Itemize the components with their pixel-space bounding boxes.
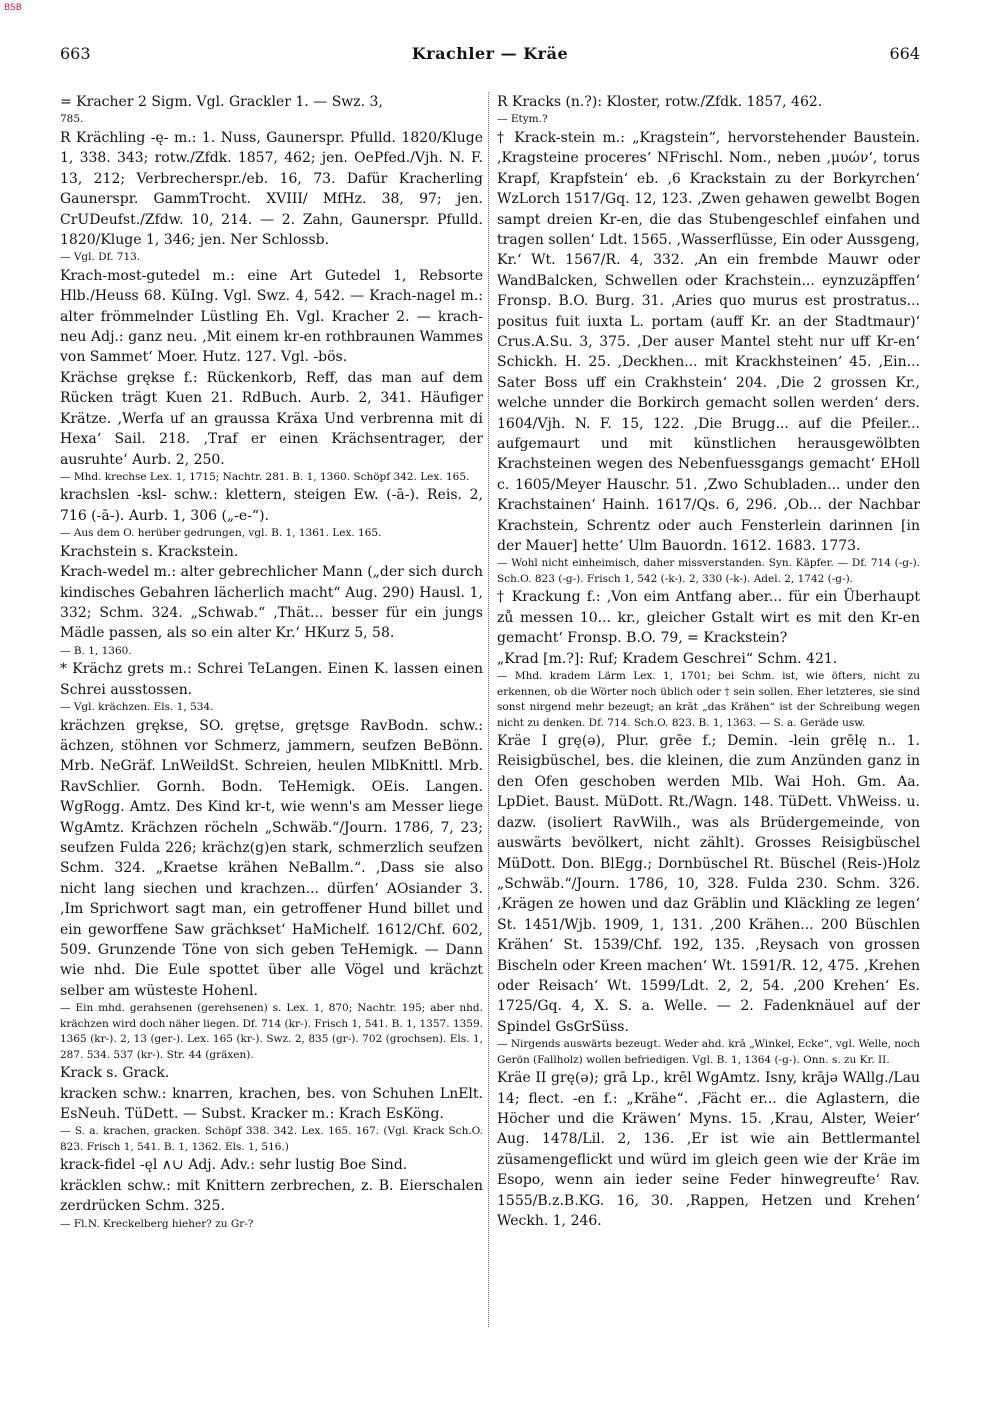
etymology-note: — Ein mhd. gerahsenen (gerehsenen) s. Lex. 1, 870; Nachtr. 195; aber nhd. krächzen wird doch näher liegen. Df. 714 (kr-). Frisch 1, 541. B. 1, 1357. 1359. 1365 (kr-). 2, 13 (ger-). Lex. 165 (kr-). Swz. 2, 835 (gr-). 702 (grochsen). Els. 1, 287. 534. 537 (kr-). Str. 44 (gräxen). bbox=[60, 1002, 483, 1061]
dictionary-entry: kräcklen schw.: mit Knittern zerbrechen, z. B. Eierschalen zerdrücken Schm. 325. bbox=[60, 1177, 483, 1215]
dictionary-entry: krachslen -ksl- schw.: klettern, steigen Ew. (-ā-). Reis. 2, 716 (-ā-). Aurb. 1, 306 („-e-“). bbox=[60, 487, 483, 524]
dictionary-entry: Krach-wedel m.: alter gebrechlicher Mann („der sich durch kindisches Gebahren lächerlich macht“ Aug. 290) Hausl. 1, 332; Schm. 324. „Schwab.“ ‚Thät... besser für ein jungs Mädle passen, als so ein alter Kr.‘ HKurz 5, 58. bbox=[60, 564, 483, 642]
library-stamp: BSB bbox=[4, 3, 22, 13]
dictionary-entry: Krächse grękse f.: Rückenkorb, Reff, das man auf dem Rücken trägt Kuen 21. RdBuch. Aurb. 2, 341. Häufiger Krätze. ‚Werfa uf an graussa Kräxa Und verbrenna mit di Hexa‘ Sail. 218. ‚Traf er einen Krächsentrager, der ausruhte‘ Aurb. 2, 250. bbox=[60, 369, 483, 468]
etymology-note: — Vgl. krächzen. Els. 1, 534. bbox=[60, 701, 214, 714]
etymology-note: — S. a. krachen, gracken. Schöpf 338. 342. Lex. 165. 167. (Vgl. Krack Sch.O. 823. Frisch 1, 541. B. 1, 1362. Els. 1, 516.) bbox=[60, 1125, 483, 1153]
right-column bbox=[497, 92, 920, 1231]
etymology-note: — Vgl. Df. 713. bbox=[60, 251, 141, 264]
dictionary-entry: * Krächz grets m.: Schrei TeLangen. Einen K. lassen einen Schrei ausstossen. bbox=[60, 661, 483, 698]
dictionary-entry: Krach-most-gutedel m.: eine Art Gutedel 1, Rebsorte Hlb./Heuss 68. KüIng. Vgl. Swz. 4, 542. — Krach-nagel m.: alter frömmelnder Lüstling Eh. Vgl. Kracher 2. — krach-neu Adj.: ganz neu. ‚Mit einem kr-en rothbraunen Wammes von Sammet‘ Moer. Hutz. 127. Vgl. -bös. bbox=[60, 267, 483, 366]
dictionary-entry: „Krad [m.?]: Ruf; Kradem Geschrei“ Schm. 421. bbox=[497, 650, 838, 667]
page-number-right: 664 bbox=[889, 44, 920, 63]
column-divider bbox=[488, 92, 489, 1327]
dictionary-entry: Krack s. Grack. bbox=[60, 1065, 170, 1082]
dictionary-entry: Kräe I grę(ə), Plur. grēe f.; Demin. -lein grēlę n.. 1. Reisigbüschel, bes. die kleinen, die zum Anzünden ganz in den Ofen geschoben werden Mlb. Wai Hoh. Gm. Aa. LpDiet. Baust. MüDott. Rt./Wagn. 148. TüDett. VhWeiss. u. dazw. (isoliert RavWilh., was als Brüdergemeinde, von auswärts bevölkert, nicht zählt). Grosses Reisigbüschel MüDott. Don. BlEgg.; Dornbüschel Rt. Büschel (Reis-)Holz „Schwäb.“/Journ. 1786, 10, 328. Fulda 230. Schm. 326. ‚Krägen ze howen und daz Gräblin und Kläckling ze legen‘ St. 1451/Wjb. 1909, 1, 131. ‚200 Krähen... 200 Büschlen Krähen‘ St. 1539/Chf. 192, 135. ‚Reysach von grossen Bischeln oder Kreen machen‘ Wt. 1591/R. 12, 475. ‚Krehen oder Reisach‘ Wt. 1599/Ldt. 2, 2, 54. ‚200 Krehen‘ Es. 1725/Gq. 4, X. S. a. Welle. — 2. Fadenknäuel auf der Spindel GsGrSüss. bbox=[497, 733, 920, 1035]
dictionary-entry: R Krächling -ę- m.: 1. Nuss, Gaunerspr. Pfulld. 1820/Kluge 1, 338. 343; rotw./Zfdk. 1857, 462; jen. OePfed./Vjh. N. F. 13, 212; Verbrecherspr./eb. 16, 73. Dafür Kracherling Gaunerspr. GammTrocht. XVIII/ MfHz. 38, 97; jen. CrUDeufst./Zfdw. 10, 214. — 2. Zahn, Gaunerspr. Pfulld. 1820/Kluge 1, 346; jen. Ner Schlossb. bbox=[60, 129, 483, 248]
dictionary-entry: kracken schw.: knarren, krachen, bes. von Schuhen LnElt. EsNeuh. TüDett. — Subst. Kracker m.: Krach EsKöng. bbox=[60, 1085, 483, 1123]
etymology-note: — Wohl nicht einheimisch, daher missverstanden. Syn. Käpfer. — Df. 714 (-g-). Sch.O. 823 (-g-). Frisch 1, 542 (-k-). 2, 330 (-k-). Adel. 2, 1742 (-g-). bbox=[497, 557, 920, 585]
dictionary-entry: = Kracher 2 Sigm. Vgl. Grackler 1. — Swz. 3, bbox=[60, 94, 383, 110]
etymology-note: — Mhd. kradem Lärm Lex. 1, 1701; bei Schm. ist, wie öfters, nicht zu erkennen, ob die Wörter noch üblich oder † sein sollen. Eher letzteres, sie sind sonst nirgend mehr bezeugt; an krāt „das Krähen“ ist der Schreibung wegen nicht zu denken. Df. 714. Sch.O. 823. B. 1, 1363. — S. a. Geräde usw. bbox=[497, 670, 920, 729]
etymology-note: — Fl.N. Kreckelberg hieher? zu Gr-? bbox=[60, 1217, 254, 1230]
etymology-note: — Etym.? bbox=[497, 113, 548, 126]
dictionary-entry: Krachstein s. Krackstein. bbox=[60, 543, 239, 560]
dictionary-entry: Kräe II grę(ə); grā Lp., krēl WgAmtz. Isny, krājə WAllg./Lau 14; flect. -en f.: „Krähe“. ‚Fächt er... die Aglastern, die Höcher und die Kräwen‘ Myns. 15. ‚Krau, Alster, Weier‘ Aug. 1478/Lil. 2, 136. ‚Er ist wie ain Bettlermantel züsamengeflickt und würd im gleich geen wie der Kräe im Esopo, wenn ain ieder seine Feder hinwegreufte‘ Rav. 1555/B.z.B.KG. 16, 30. ‚Rappen, Hetzen und Krehen‘ Weckh. 1, 246. bbox=[497, 1070, 920, 1229]
etymology-note: — Mhd. krechse Lex. 1, 1715; Nachtr. 281. B. 1, 1360. Schöpf 342. Lex. 165. bbox=[60, 470, 470, 483]
page-number-left: 663 bbox=[60, 44, 91, 63]
running-header bbox=[60, 44, 920, 70]
etymology-note: 785. bbox=[60, 113, 84, 126]
etymology-note: — Aus dem O. herüber gedrungen, vgl. B. 1, 1361. Lex. 165. bbox=[60, 527, 382, 540]
etymology-note: — B. 1, 1360. bbox=[60, 644, 132, 657]
dictionary-entry: R Kracks (n.?): Kloster, rotw./Zfdk. 1857, 462. bbox=[497, 94, 823, 110]
running-title: Krachler — Kräe bbox=[411, 44, 569, 63]
dictionary-entry: † Krack-stein m.: „Kragstein“, hervorstehender Baustein. ‚Kragsteine proceres‘ NFrischl. Nom., neben ‚μυών‘, torus Krapf, Krapfstein‘ eb. ‚6 Krackstain zu der Borkyrchen‘ WzLorch 1517/Gq. 12, 123. ‚Zwen gehawen gewelbt Bogen sampt dreien Kr-en, die das Stubengeschlef einfahen und tragen sollen‘ Ldt. 1565. ‚Wasserflüsse, Ein oder Aussgeng, Kr.‘ Wt. 1567/R. 4, 332. ‚An ein frembde Mauwr oder WandBalcken, Schwellen oder Krachstein... eynzuzäpffen‘ Fronsp. B.O. Burg. 31. ‚Aries quo murus est prostratus... positus fuit iuxta L. portam (auff Kr. an der Stadtmaur)‘ Crus.A.Su. 3, 375. ‚Der auser Mantel steht nur uff Kr-en‘ Schickh. H. 25. ‚Deckhen... mit Krackhsteinen‘ 45. ‚Ein... Sater Boss uff ein Crakhstein‘ 204. ‚Die 2 grossen Kr., welche unnder die Borkirch gemacht sollen werden‘ ders. 1604/Vjh. N. F. 15, 122. ‚Die Brugg... auf die Pfeiler... aufgemaurt und mit künstlichen herausgewölbten Krachsteinen wegen des Nebenfuessgangs gemacht‘ EHoll c. 1605/Meyer Hauschr. 51. ‚Zwo Schubladen... under den Krachstainen‘ Hainh. 1617/Qs. 6, 296. ‚Ob... der Nachbar Krachstein, Schrentz oder auch Fensterlein darinnen [in der Mauer] hette‘ Ulm Bauordn. 1612. 1683. 1773. bbox=[497, 129, 920, 555]
dictionary-entry: † Krackung f.: ‚Von eim Antfang aber... für ein Überhaupt zů messen 10... kr., gleicher Gstalt wirt es mit den Kr-en gemacht‘ Fronsp. B.O. 79, = Krackstein? bbox=[497, 589, 920, 647]
dictionary-entry: krächzen grękse, SO. grętse, grętsge RavBodn. schw.: ächzen, stöhnen vor Schmerz, jammern, seufzen BeBönn. Mrb. NeGräf. LnWeildSt. Schreien, heulen MlbKnittl. Mrb. RavSchlier. Gornh. Bodn. TeHemigk. OEis. Langen. WgRogg. Amtz. Des Kind kr-t, wie wenn's am Messer liege WgAmtz. Krächzen röcheln „Schwäb.“/Journ. 1786, 7, 23; seufzen Fulda 226; krächz(g)en stark, schmerzlich seufzen Schm. 324. „Kraetse krähen NeBallm.“. ‚Dass sie also nicht lang siechen und krachzen... dürfen‘ AOsiander 3. ‚Im Sprichwort sagt man, ein getroffener Hund billet und ein geworffene Saw grächkset‘ HaMichelf. 1612/Chf. 602, 509. Grunzende Töne von sich geben TeHemigk. — Dann wie nhd. Die Eule spottet über alle Vögel und krächzt selber am wüsteste Hohenl. bbox=[60, 717, 483, 999]
etymology-note: — Nirgends auswärts bezeugt. Weder ahd. krā „Winkel, Ecke“, vgl. Welle, noch Gerön (Fallholz) wollen befriedigen. Vgl. B. 1, 1364 (-g-). Onn. s. zu Kr. II. bbox=[497, 1038, 920, 1066]
left-column bbox=[60, 92, 483, 1232]
dictionary-entry: krack-fidel -ęl ∧∪ Adj. Adv.: sehr lustig Boe Sind. bbox=[60, 1157, 408, 1174]
